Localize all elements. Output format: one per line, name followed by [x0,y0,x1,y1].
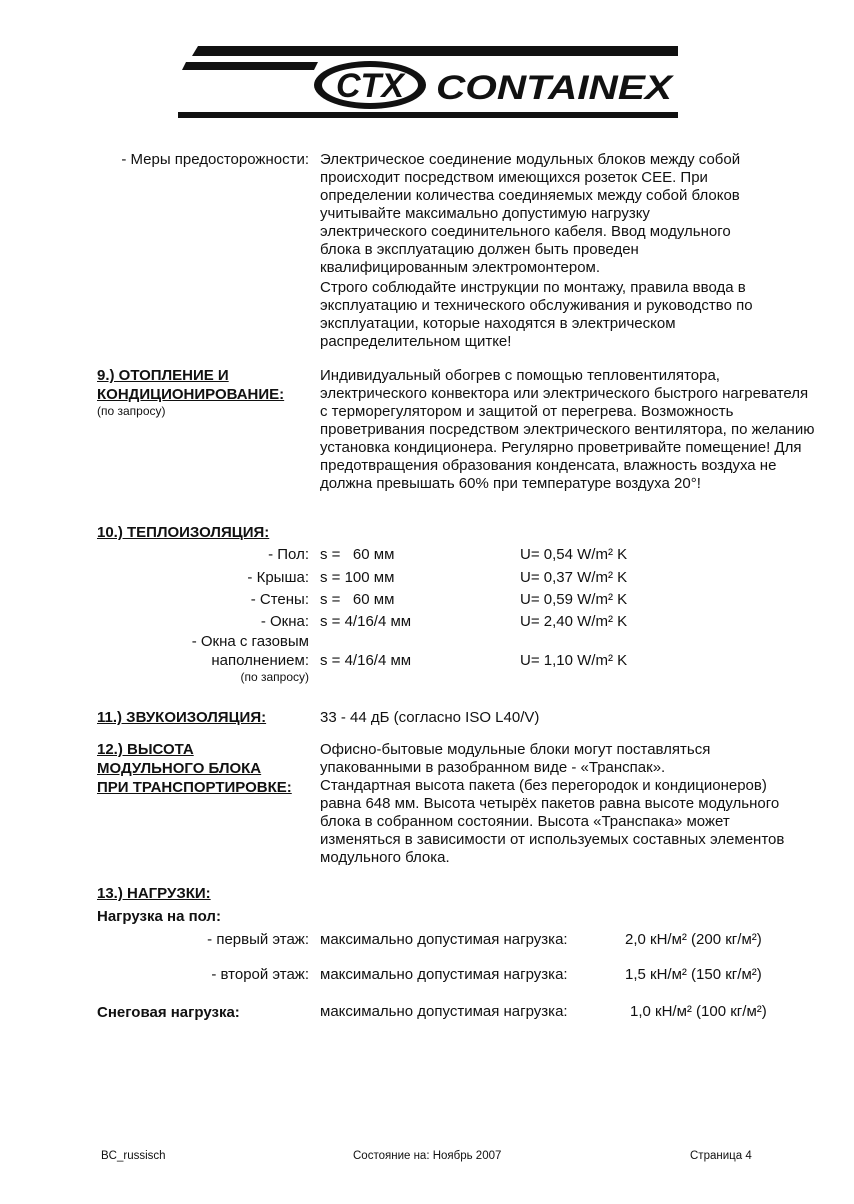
snow-load-value: 1,0 кН/м² (100 кг/м²) [630,1003,767,1020]
section-10-title: 10.) ТЕПЛОИЗОЛЯЦИЯ: [97,524,270,541]
insulation-walls-u: U= 0,59 W/m² K [520,591,628,608]
insulation-floor-thickness: s = 60 мм [320,546,395,563]
floor-load-second-value: 1,5 кН/м² (150 кг/м²) [625,966,762,983]
section-9-note: (по запросу) [97,404,166,418]
insulation-gas-windows-label-2: наполнением: [211,652,309,669]
insulation-floor-u: U= 0,54 W/m² K [520,546,628,563]
floor-load-first-value: 2,0 кН/м² (200 кг/м²) [625,931,762,948]
floor-load-heading: Нагрузка на пол: [97,908,221,925]
insulation-walls-thickness: s = 60 мм [320,591,395,608]
precautions-paragraph-1: Электрическое соединение модульных блоков между собой происходит посредством имеющихся розеток CEE. При определении количества соединяемых между собой блоков учитывайте максимально допустимую нагрузку электрического соединительного кабеля. Ввод модульного блока в эксплуатацию должен быть проведен квалифицированным электромонтером. [320,151,741,276]
section-9-title-line2: КОНДИЦИОНИРОВАНИЕ: [97,386,285,403]
insulation-gas-windows-thickness: s = 4/16/4 мм [320,652,412,669]
section-12-line-3: Стандартная высота пакета (без перегородок и кондиционеров) [320,777,767,794]
insulation-windows-thickness: s = 4/16/4 мм [320,613,412,630]
insulation-gas-windows-u: U= 1,10 W/m² K [520,652,628,669]
footer-status-date: Состояние на: Ноябрь 2007 [353,1150,502,1162]
snow-load-desc: максимально допустимая нагрузка: [320,1003,568,1020]
section-12-title-line2: МОДУЛЬНОГО БЛОКА [97,760,262,777]
section-12-title-line3: ПРИ ТРАНСПОРТИРОВКЕ: [97,779,292,796]
section-12-line-2: упакованными в разобранном виде - «Транспак». [320,759,666,776]
insulation-windows-label: - Окна: [260,613,309,630]
section-13-title: 13.) НАГРУЗКИ: [97,885,211,902]
insulation-roof-u: U= 0,37 W/m² K [520,569,628,586]
logo-mark: CTX [336,67,404,105]
footer-document-code: BC_russisch [101,1150,166,1162]
logo-text: CONTAINEX [436,69,675,107]
floor-load-first-desc: максимально допустимая нагрузка: [320,931,568,948]
containex-logo-graphic [178,42,678,122]
precautions-label: - Меры предосторожности: [121,151,309,168]
precautions-paragraph-2: Строго соблюдайте инструкции по монтажу, правила ввода в эксплуатацию и технического обслуживания и руководство по эксплуатации, которые находятся в электрическом распределительном щитке! [320,279,753,350]
section-11-text: 33 - 44 дБ (согласно ISO L40/V) [320,709,540,726]
section-12-line-6: изменяться в зависимости от используемых составных элементов [320,831,785,848]
floor-load-second-desc: максимально допустимая нагрузка: [320,966,568,983]
insulation-roof-label: - Крыша: [247,569,309,586]
insulation-gas-windows-note: (по запросу) [240,670,309,684]
insulation-walls-label: - Стены: [250,591,309,608]
insulation-gas-windows-label-1: - Окна с газовым [191,633,309,650]
floor-load-first-label: - первый этаж: [207,931,309,948]
section-12-line-5: блока в собранном состоянии. Высота «Транспака» может [320,813,730,830]
section-11-title: 11.) ЗВУКОИЗОЛЯЦИЯ: [97,709,267,726]
section-12-line-4: равна 648 мм. Высота четырёх пакетов равна высоте модульного [320,795,780,812]
insulation-windows-u: U= 2,40 W/m² K [520,613,628,630]
section-12-title-line1: 12.) ВЫСОТА [97,741,194,758]
containex-logo [178,42,678,122]
insulation-roof-thickness: s = 100 мм [320,569,395,586]
section-9-title-line1: 9.) ОТОПЛЕНИЕ И [97,367,229,384]
section-12-line-1: Офисно-бытовые модульные блоки могут поставляться [320,741,711,758]
snow-load-label: Снеговая нагрузка: [97,1004,240,1021]
floor-load-second-label: - второй этаж: [211,966,309,983]
insulation-floor-label: - Пол: [268,546,309,563]
footer-page-number: Страница 4 [690,1150,752,1162]
section-9-text: Индивидуальный обогрев с помощью тепловентилятора, электрического конвектора или электрического быстрого нагревателя с терморегулятором и защитой от перегрева. Возможность проветривания посредством электрического вентилятора, по желанию установка кондиционера. Регулярно проветривайте помещение! Для предотвращения образования конденсата, влажность воздуха не должна превышать 60% при температуре воздуха 20°! [320,367,815,492]
section-12-line-7: модульного блока. [320,849,450,866]
